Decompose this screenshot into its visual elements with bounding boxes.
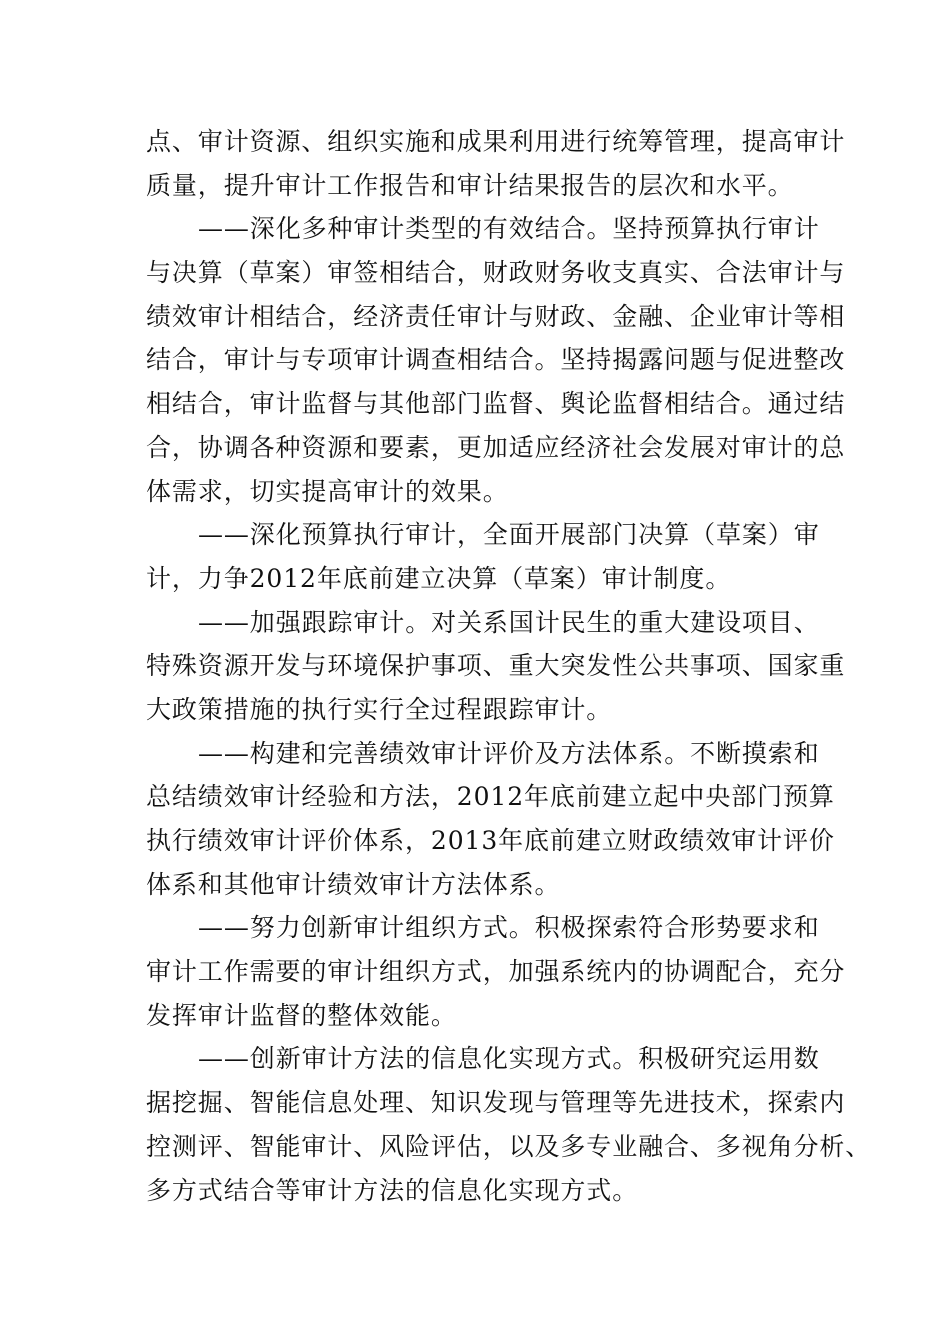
text-line: 点、审计资源、组织实施和成果利用进行统筹管理，提高审计 (146, 127, 846, 156)
text-line: 与决算（草案）审签相结合，财政财务收支真实、合法审计与 (146, 258, 846, 288)
text-line: 总结绩效审计经验和方法，2012年底前建立起中央部门预算 (146, 782, 835, 812)
paragraph-first-line: ——加强跟踪审计。对关系国计民生的重大建设项目、 (198, 607, 820, 637)
text-line: 质量，提升审计工作报告和审计结果报告的层次和水平。 (146, 170, 794, 200)
paragraph-first-line: ——努力创新审计组织方式。积极探索符合形势要求和 (198, 913, 820, 943)
text-line: 控测评、智能审计、风险评估，以及多专业融合、多视角分析、 (146, 1131, 872, 1161)
text-line: 据挖掘、智能信息处理、知识发现与管理等先进技术，探索内 (146, 1088, 846, 1118)
text-line: 结合，审计与专项审计调查相结合。坚持揭露问题与促进整改 (146, 345, 846, 375)
text-line: 相结合，审计监督与其他部门监督、舆论监督相结合。通过结 (146, 389, 846, 419)
text-line: 执行绩效审计评价体系，2013年底前建立财政绩效审计评价 (146, 826, 835, 855)
text-line: 多方式结合等审计方法的信息化实现方式。 (146, 1175, 639, 1205)
paragraph-first-line: ——构建和完善绩效审计评价及方法体系。不断摸索和 (198, 738, 820, 768)
text-line: 审计工作需要的审计组织方式，加强系统内的协调配合，充分 (146, 957, 846, 987)
paragraph-first-line: ——深化预算执行审计，全面开展部门决算（草案）审 (198, 520, 820, 550)
text-line: 特殊资源开发与环境保护事项、重大突发性公共事项、国家重 (146, 651, 846, 681)
text-line: 合，协调各种资源和要素，更加适应经济社会发展对审计的总 (146, 432, 846, 462)
text-line: 计，力争2012年底前建立决算（草案）审计制度。 (146, 563, 732, 593)
paragraph-first-line: ——深化多种审计类型的有效结合。坚持预算执行审计 (198, 214, 820, 244)
text-line: 大政策措施的执行实行全过程跟踪审计。 (146, 694, 613, 724)
text-line: 发挥审计监督的整体效能。 (146, 1000, 457, 1030)
body-text (146, 120, 872, 1212)
text-line: 体系和其他审计绩效审计方法体系。 (146, 869, 561, 899)
text-line: 绩效审计相结合，经济责任审计与财政、金融、企业审计等相 (146, 301, 846, 331)
text-line: 体需求，切实提高审计的效果。 (146, 476, 509, 506)
paragraph-first-line: ——创新审计方法的信息化实现方式。积极研究运用数 (198, 1044, 820, 1074)
